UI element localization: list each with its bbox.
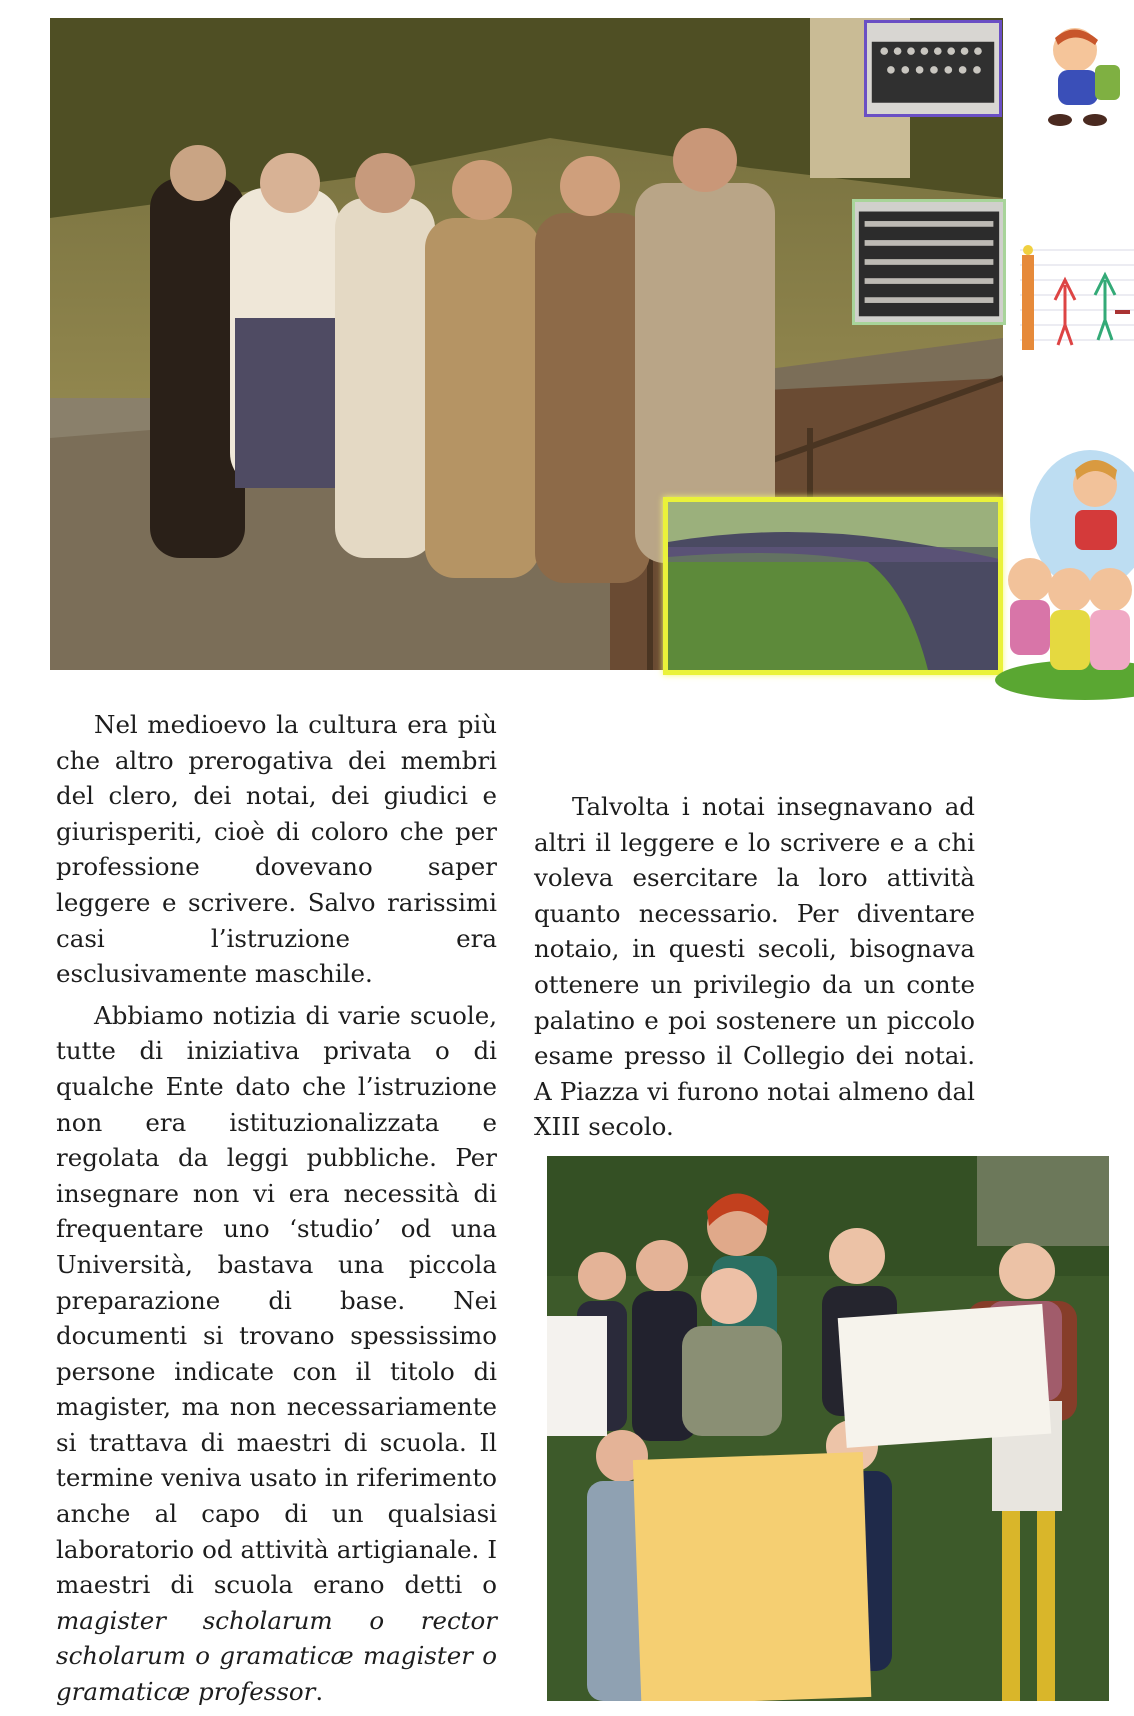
children-with-signs-photo <box>547 1156 1109 1701</box>
italic-latin-titles: magister scholarum o rector scholarum o gramaticæ magister o gramaticæ professor <box>56 1605 497 1707</box>
cartoon-schoolboy-illustration <box>1030 20 1134 132</box>
paragraph-text: Abbiamo notizia di varie scuole, tutte di iniziativa privata o di qualche Ente dato che l’istruzione non era istituzionalizzata e regolata da leggi pubbliche. Per insegnare non vi era necessità di frequentare uno ‘studio’ od una Università, bastava una piccola preparazione di base. Nei documenti si trovano spessissimo persone indicate con il titolo di magister, ma non necessariamente si trattava di maestri di scuola. Il termine veniva usato in riferimento anche al capo di un qualsiasi laboratorio od attività artigianale. I maestri di scuola erano detti o <box>56 1000 497 1600</box>
paragraph: Nel medioevo la cultura era più che altro prerogativa dei membri del clero, dei notai, dei giudici e giurisperiti, cioè di coloro che per professione dovevano saper leggere e scrivere. Salvo rarissimi casi l’istruzione era esclusivamente maschile. <box>56 710 497 989</box>
cartoon-children-illustration <box>990 440 1134 700</box>
body-text-left-column <box>56 707 497 1716</box>
child-drawing-illustration <box>1020 240 1134 355</box>
class-photo-thumbnail <box>864 20 1002 117</box>
outdoor-children-photo <box>663 497 1003 675</box>
paragraph: Talvolta i notai insegnavano ad altri il leggere e lo scrivere e a chi voleva esercitare la loro attività quanto necessario. Per diventare notaio, in questi secoli, bisognava ottenere un privilegio da un conte palatino e poi sostenere un piccolo esame presso il Collegio dei notai. A Piazza vi furono notai almeno dal XIII secolo. <box>534 792 975 1142</box>
paragraph <box>56 998 497 1710</box>
paragraph-end: . <box>315 1677 324 1707</box>
class-photo-thumbnail <box>852 199 1006 325</box>
body-text-right-column <box>534 789 975 1151</box>
